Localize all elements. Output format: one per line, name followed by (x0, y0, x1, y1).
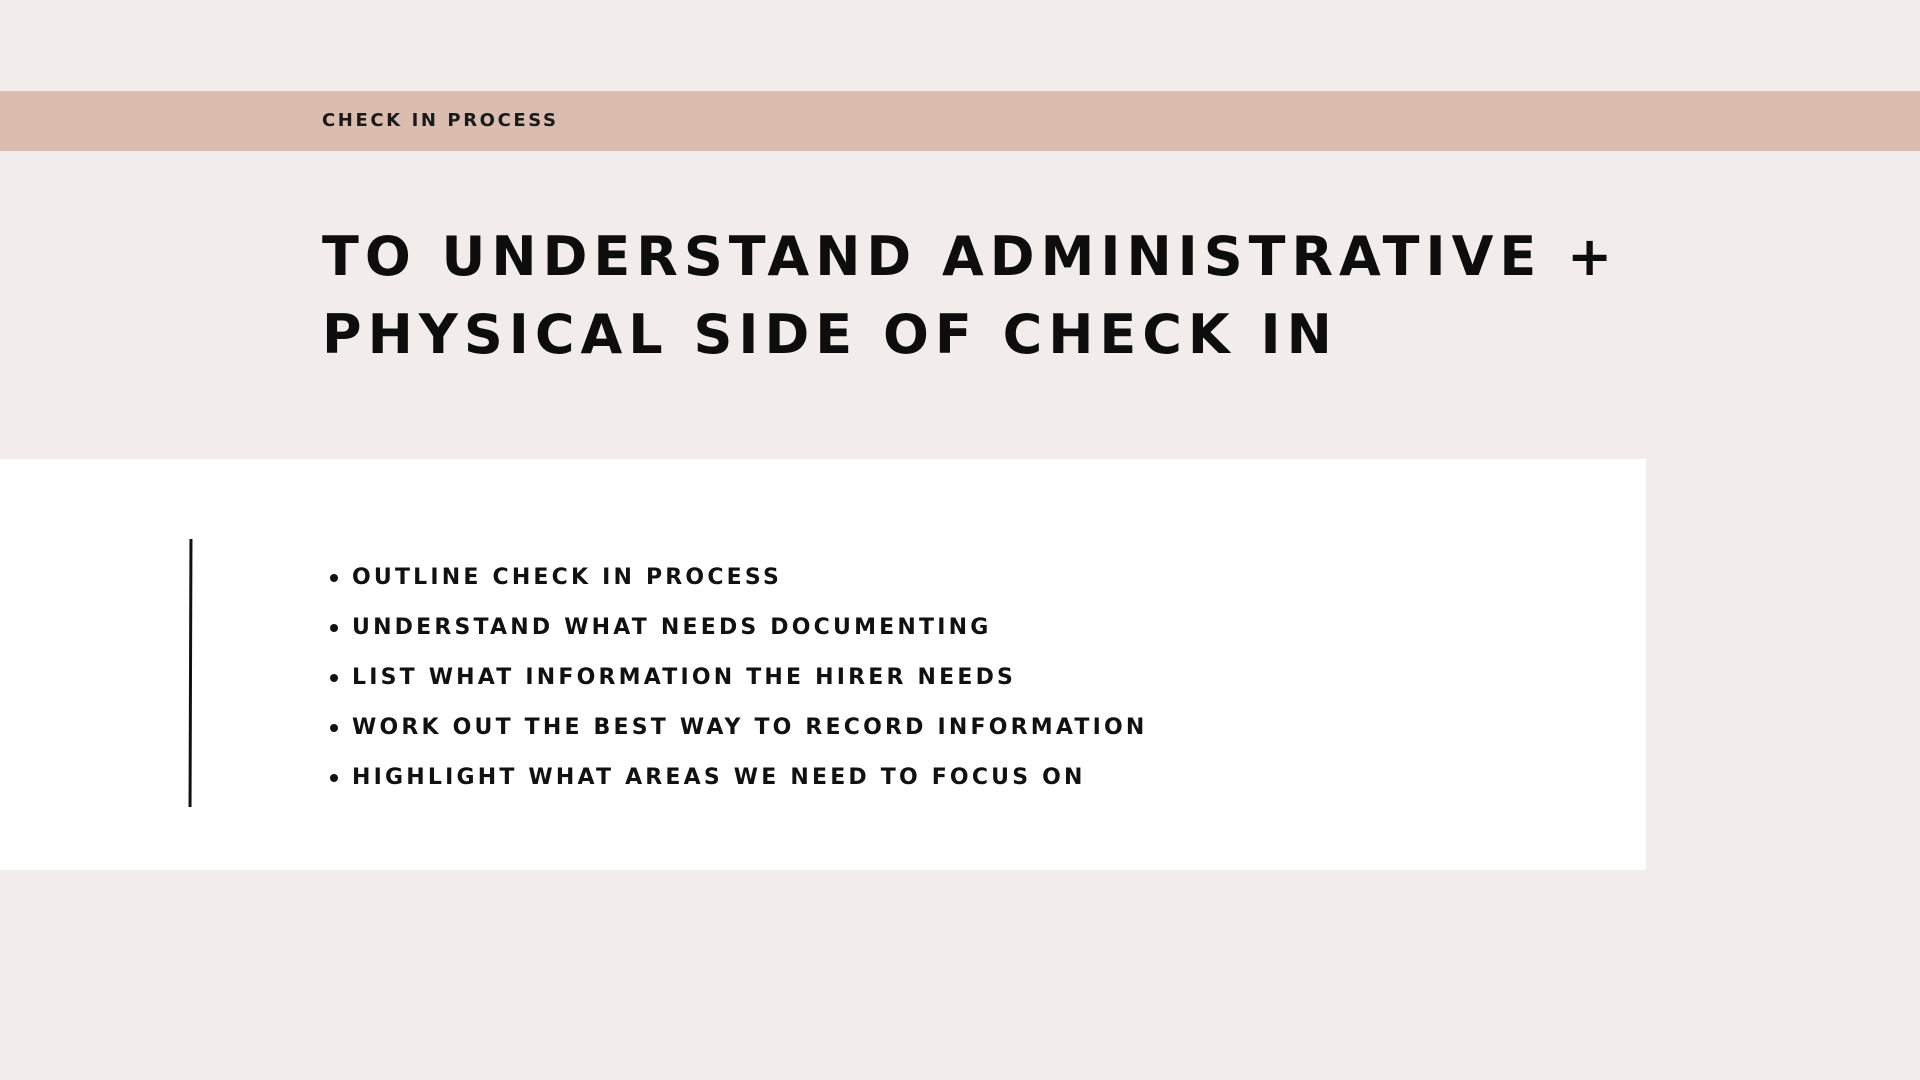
list-item (326, 603, 1147, 653)
list-item (326, 703, 1147, 753)
list-item-text: OUTLINE CHECK IN PROCESS (352, 565, 783, 590)
list-item-text: WORK OUT THE BEST WAY TO RECORD INFORMATION (352, 715, 1148, 740)
bullet-icon (330, 774, 338, 782)
headline-line-2: PHYSICAL SIDE OF CHECK IN (322, 303, 1338, 366)
vertical-accent-rule (189, 539, 193, 807)
list-item-text: HIGHLIGHT WHAT AREAS WE NEED TO FOCUS ON (352, 765, 1086, 790)
list-item (326, 553, 1147, 603)
bullet-icon (330, 624, 338, 632)
list-item-text: LIST WHAT INFORMATION THE HIRER NEEDS (352, 665, 1017, 690)
headline-line-1: TO UNDERSTAND ADMINISTRATIVE + (322, 225, 1619, 288)
section-header-band (0, 91, 1920, 151)
list-item (326, 753, 1147, 803)
list-item-text: UNDERSTAND WHAT NEEDS DOCUMENTING (352, 615, 992, 640)
bullet-icon (330, 724, 338, 732)
objectives-list (326, 553, 1147, 803)
bullet-icon (330, 674, 338, 682)
section-label: CHECK IN PROCESS (322, 110, 559, 131)
slide-headline (322, 218, 1622, 374)
objectives-panel (0, 459, 1646, 870)
list-item (326, 653, 1147, 703)
bullet-icon (330, 574, 338, 582)
